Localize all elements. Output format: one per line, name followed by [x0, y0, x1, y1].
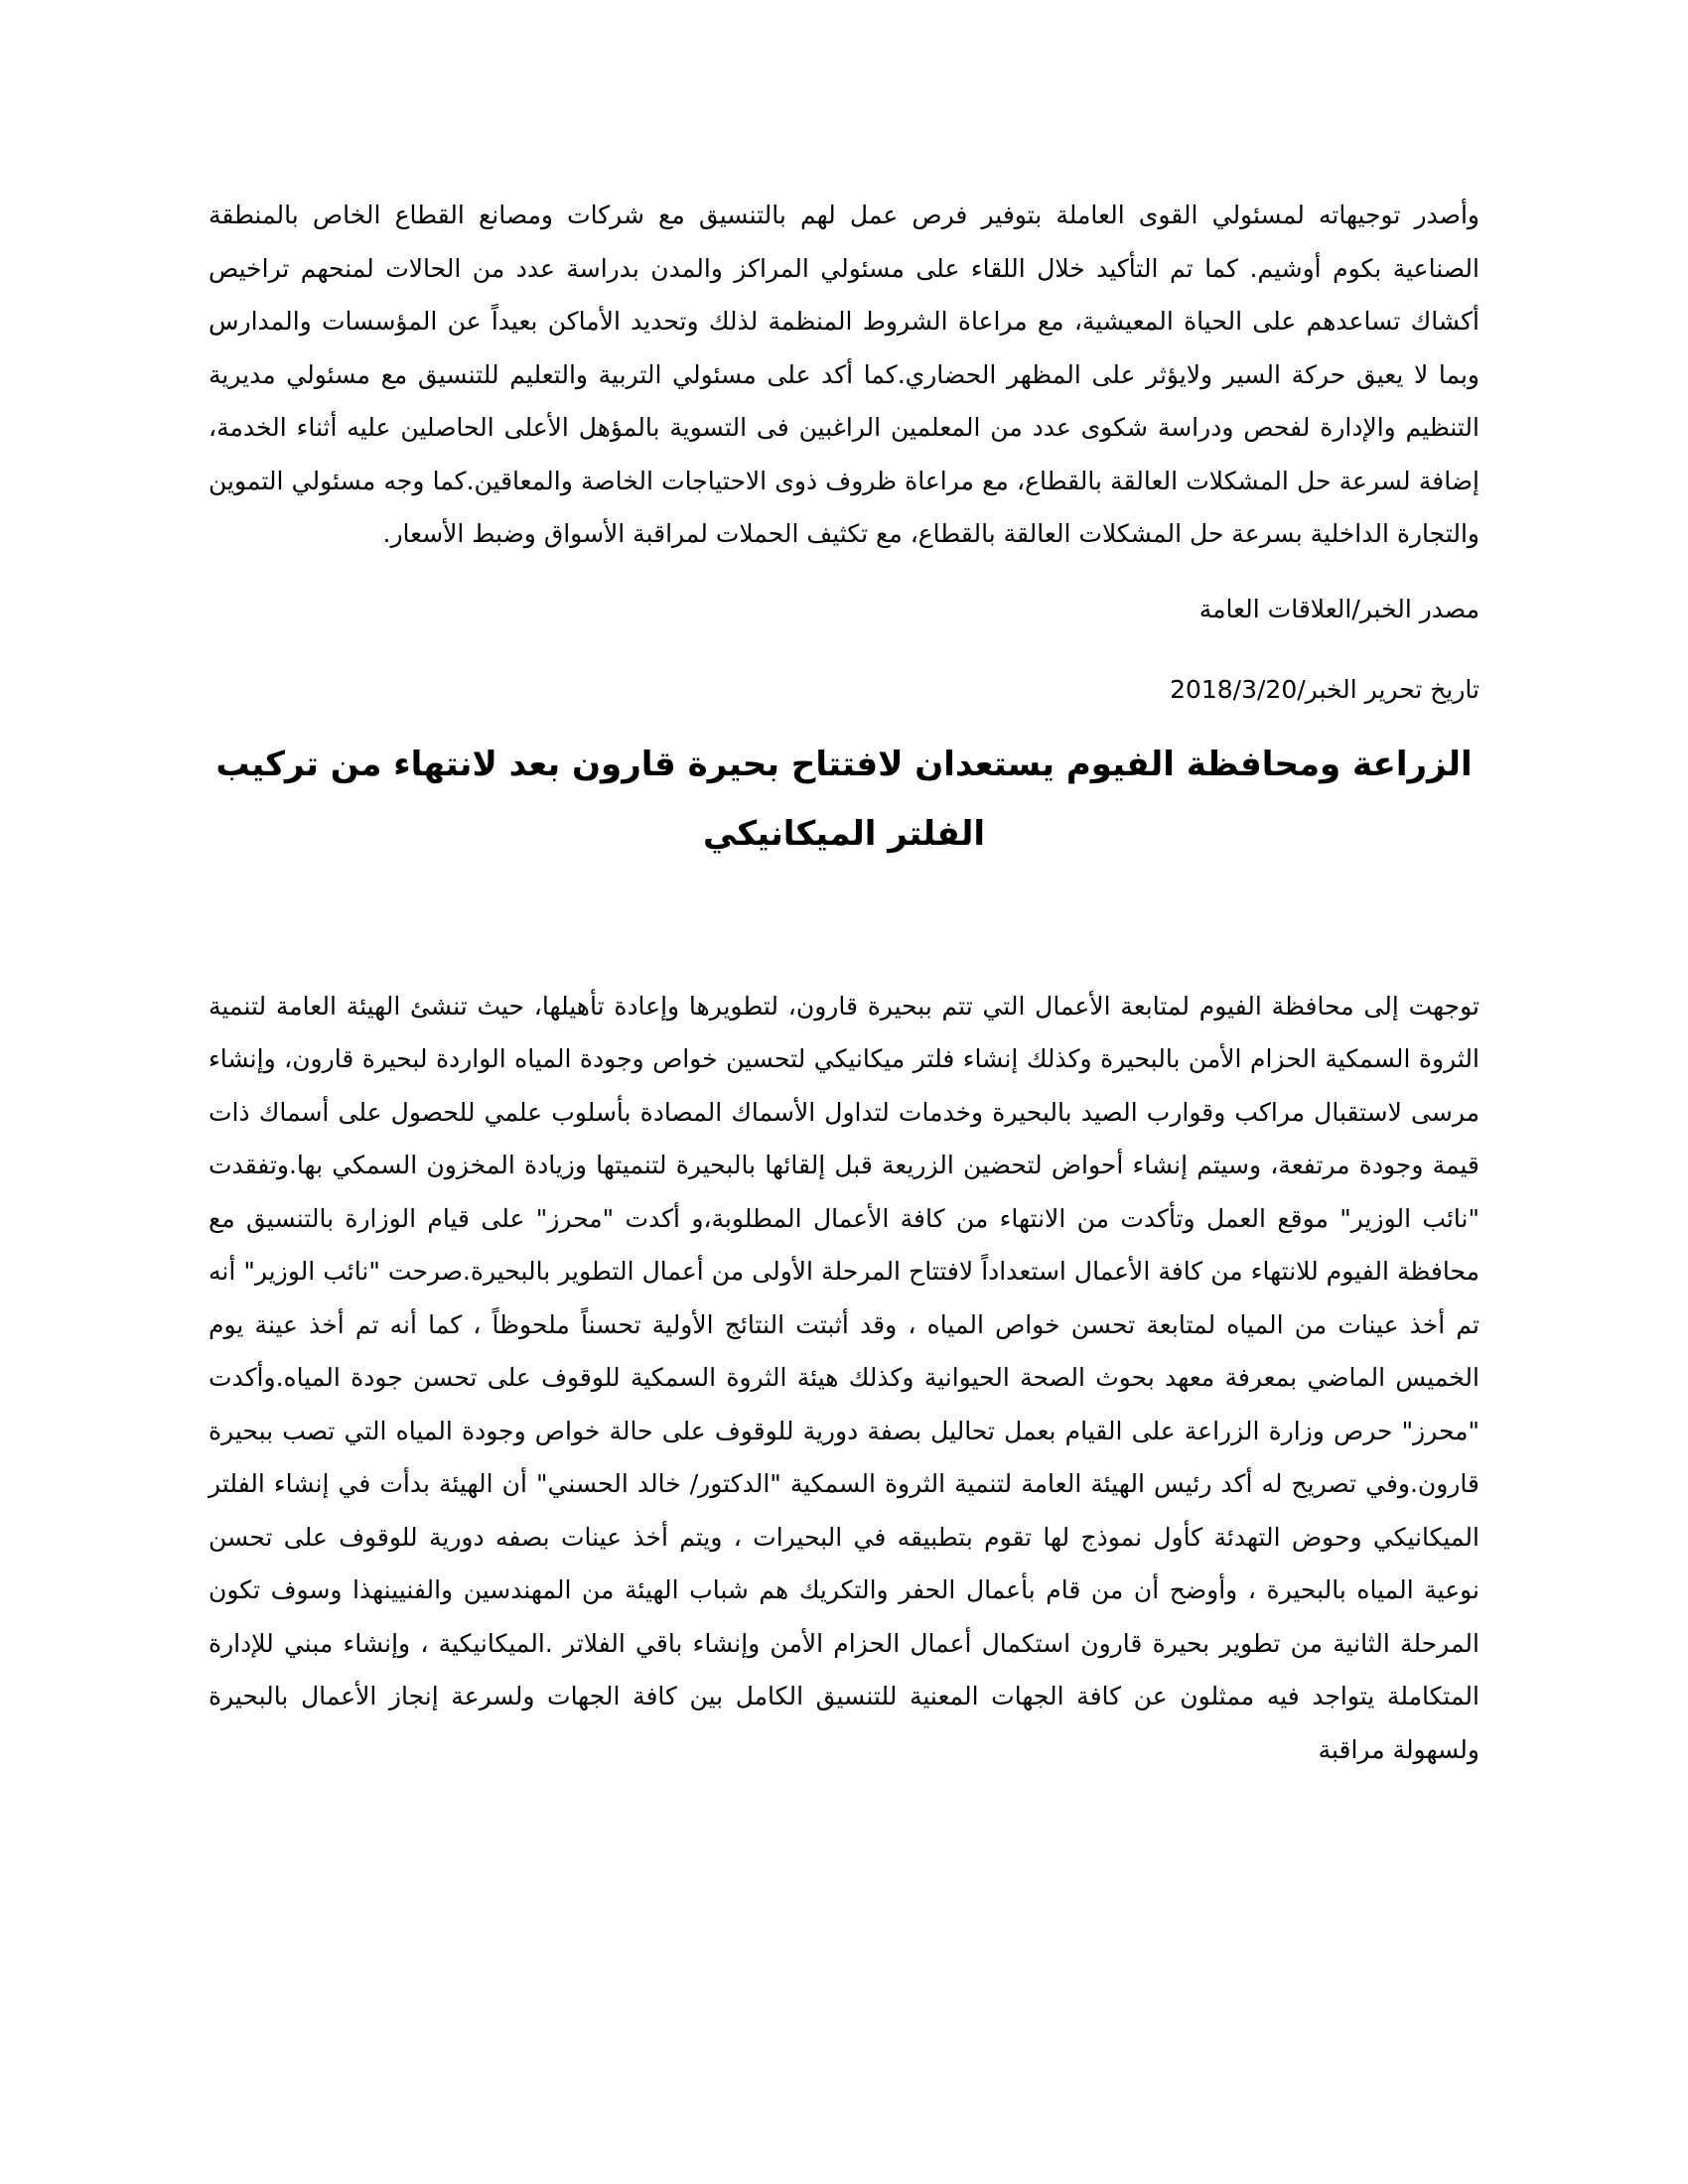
article-headline: الزراعة ومحافظة الفيوم يستعدان لافتتاح بحيرة قارون بعد لانتهاء من تركيب الفلتر الميكانيكي — [215, 744, 1473, 854]
news-source: مصدر الخبر/العلاقات العامة — [1198, 594, 1479, 623]
intro-paragraph: وأصدر توجيهاته لمسئولي القوى العاملة بتوفير فرص عمل لهم بالتنسيق مع شركات ومصانع القطاع الخاص بالمنطقة الصناعية بكوم أوشيم. كما تم التأكيد خلال اللقاء على مسئولي المراكز والمدن بدراسة عدد من الحالات لمنحهم تراخيص أكشاك تساعدهم على الحياة المعيشية، مع مراعاة الشروط المنظمة لذلك وتحديد الأماكن بعيداً عن المؤسسات والمدارس وبما لا يعيق حركة السير ولايؤثر على المظهر الحضاري.كما أكد على مسئولي التربية والتعليم للتنسيق مع مسئولي مديرية التنظيم والإدارة لفحص ودراسة شكوى عدد من المعلمين الراغبين فى التسوية بالمؤهل الأعلى الحاصلين عليه أثناء الخدمة، إضافة لسرعة حل المشكلات العالقة بالقطاع، مع مراعاة ظروف ذوى الاحتياجات الخاصة والمعاقين.كما وجه مسئولي التموين والتجارة الداخلية بسرعة حل المشكلات العالقة بالقطاع، مع تكثيف الحملات لمراقبة الأسواق وضبط الأسعار. — [209, 201, 1479, 548]
article-body-paragraph: توجهت إلى محافظة الفيوم لمتابعة الأعمال التي تتم ببحيرة قارون، لتطويرها وإعادة تأهيلها، حيث تنشئ الهيئة العامة لتنمية الثروة السمكية الحزام الأمن بالبحيرة وكذلك إنشاء فلتر ميكانيكي لتحسين خواص وجودة المياه الواردة لبحيرة قارون، وإنشاء مرسى لاستقبال مراكب وقوارب الصيد بالبحيرة وخدمات لتداول الأسماك المصادة بأسلوب علمي للحصول على أسماك ذات قيمة وجودة مرتفعة، وسيتم إنشاء أحواض لتحضين الزريعة قبل إلقائها بالبحيرة لتنميتها وزيادة المخزون السمكي بها.وتفقدت "نائب الوزير" موقع العمل وتأكدت من الانتهاء من كافة الأعمال المطلوبة،و أكدت "محرز" على قيام الوزارة بالتنسيق مع محافظة الفيوم للانتهاء من كافة الأعمال استعداداً لافتتاح المرحلة الأولى من أعمال التطوير بالبحيرة.صرحت "نائب الوزير" أنه تم أخذ عينات من المياه لمتابعة تحسن خواص المياه ، وقد أثبتت النتائج الأولية تحسناً ملحوظاً ، كما أنه تم أخذ عينة يوم الخميس الماضي بمعرفة معهد بحوث الصحة الحيوانية وكذلك هيئة الثروة السمكية للوقوف على تحسن جودة المياه.وأكدت "محرز" حرص وزارة الزراعة على القيام بعمل تحاليل بصفة دورية للوقوف على حالة خواص وجودة المياه التي تصب ببحيرة قارون.وفي تصريح له أكد رئيس الهيئة العامة لتنمية الثروة السمكية "الدكتور/ خالد الحسني" أن الهيئة بدأت في إنشاء الفلتر الميكانيكي وحوض التهدئة كأول نموذج لها تقوم بتطبيقه في البحيرات ، ويتم أخذ عينات بصفه دورية للوقوف على تحسن نوعية المياه بالبحيرة ، وأوضح أن من قام بأعمال الحفر والتكريك هم شباب الهيئة من المهندسين والفنيينهذا وسوف تكون المرحلة الثانية من تطوير بحيرة قارون استكمال أعمال الحزام الأمن وإنشاء باقي الفلاتر .الميكانيكية ، وإنشاء مبني للإدارة المتكاملة يتواجد فيه ممثلون عن كافة الجهات المعنية للتنسيق الكامل بين كافة الجهات ولسرعة إنجاز الأعمال بالبحيرة ولسهولة مراقبة — [209, 991, 1479, 1764]
news-date: تاريخ تحرير الخبر/2018/3/20 — [1170, 674, 1479, 704]
document-body — [209, 189, 1479, 1776]
